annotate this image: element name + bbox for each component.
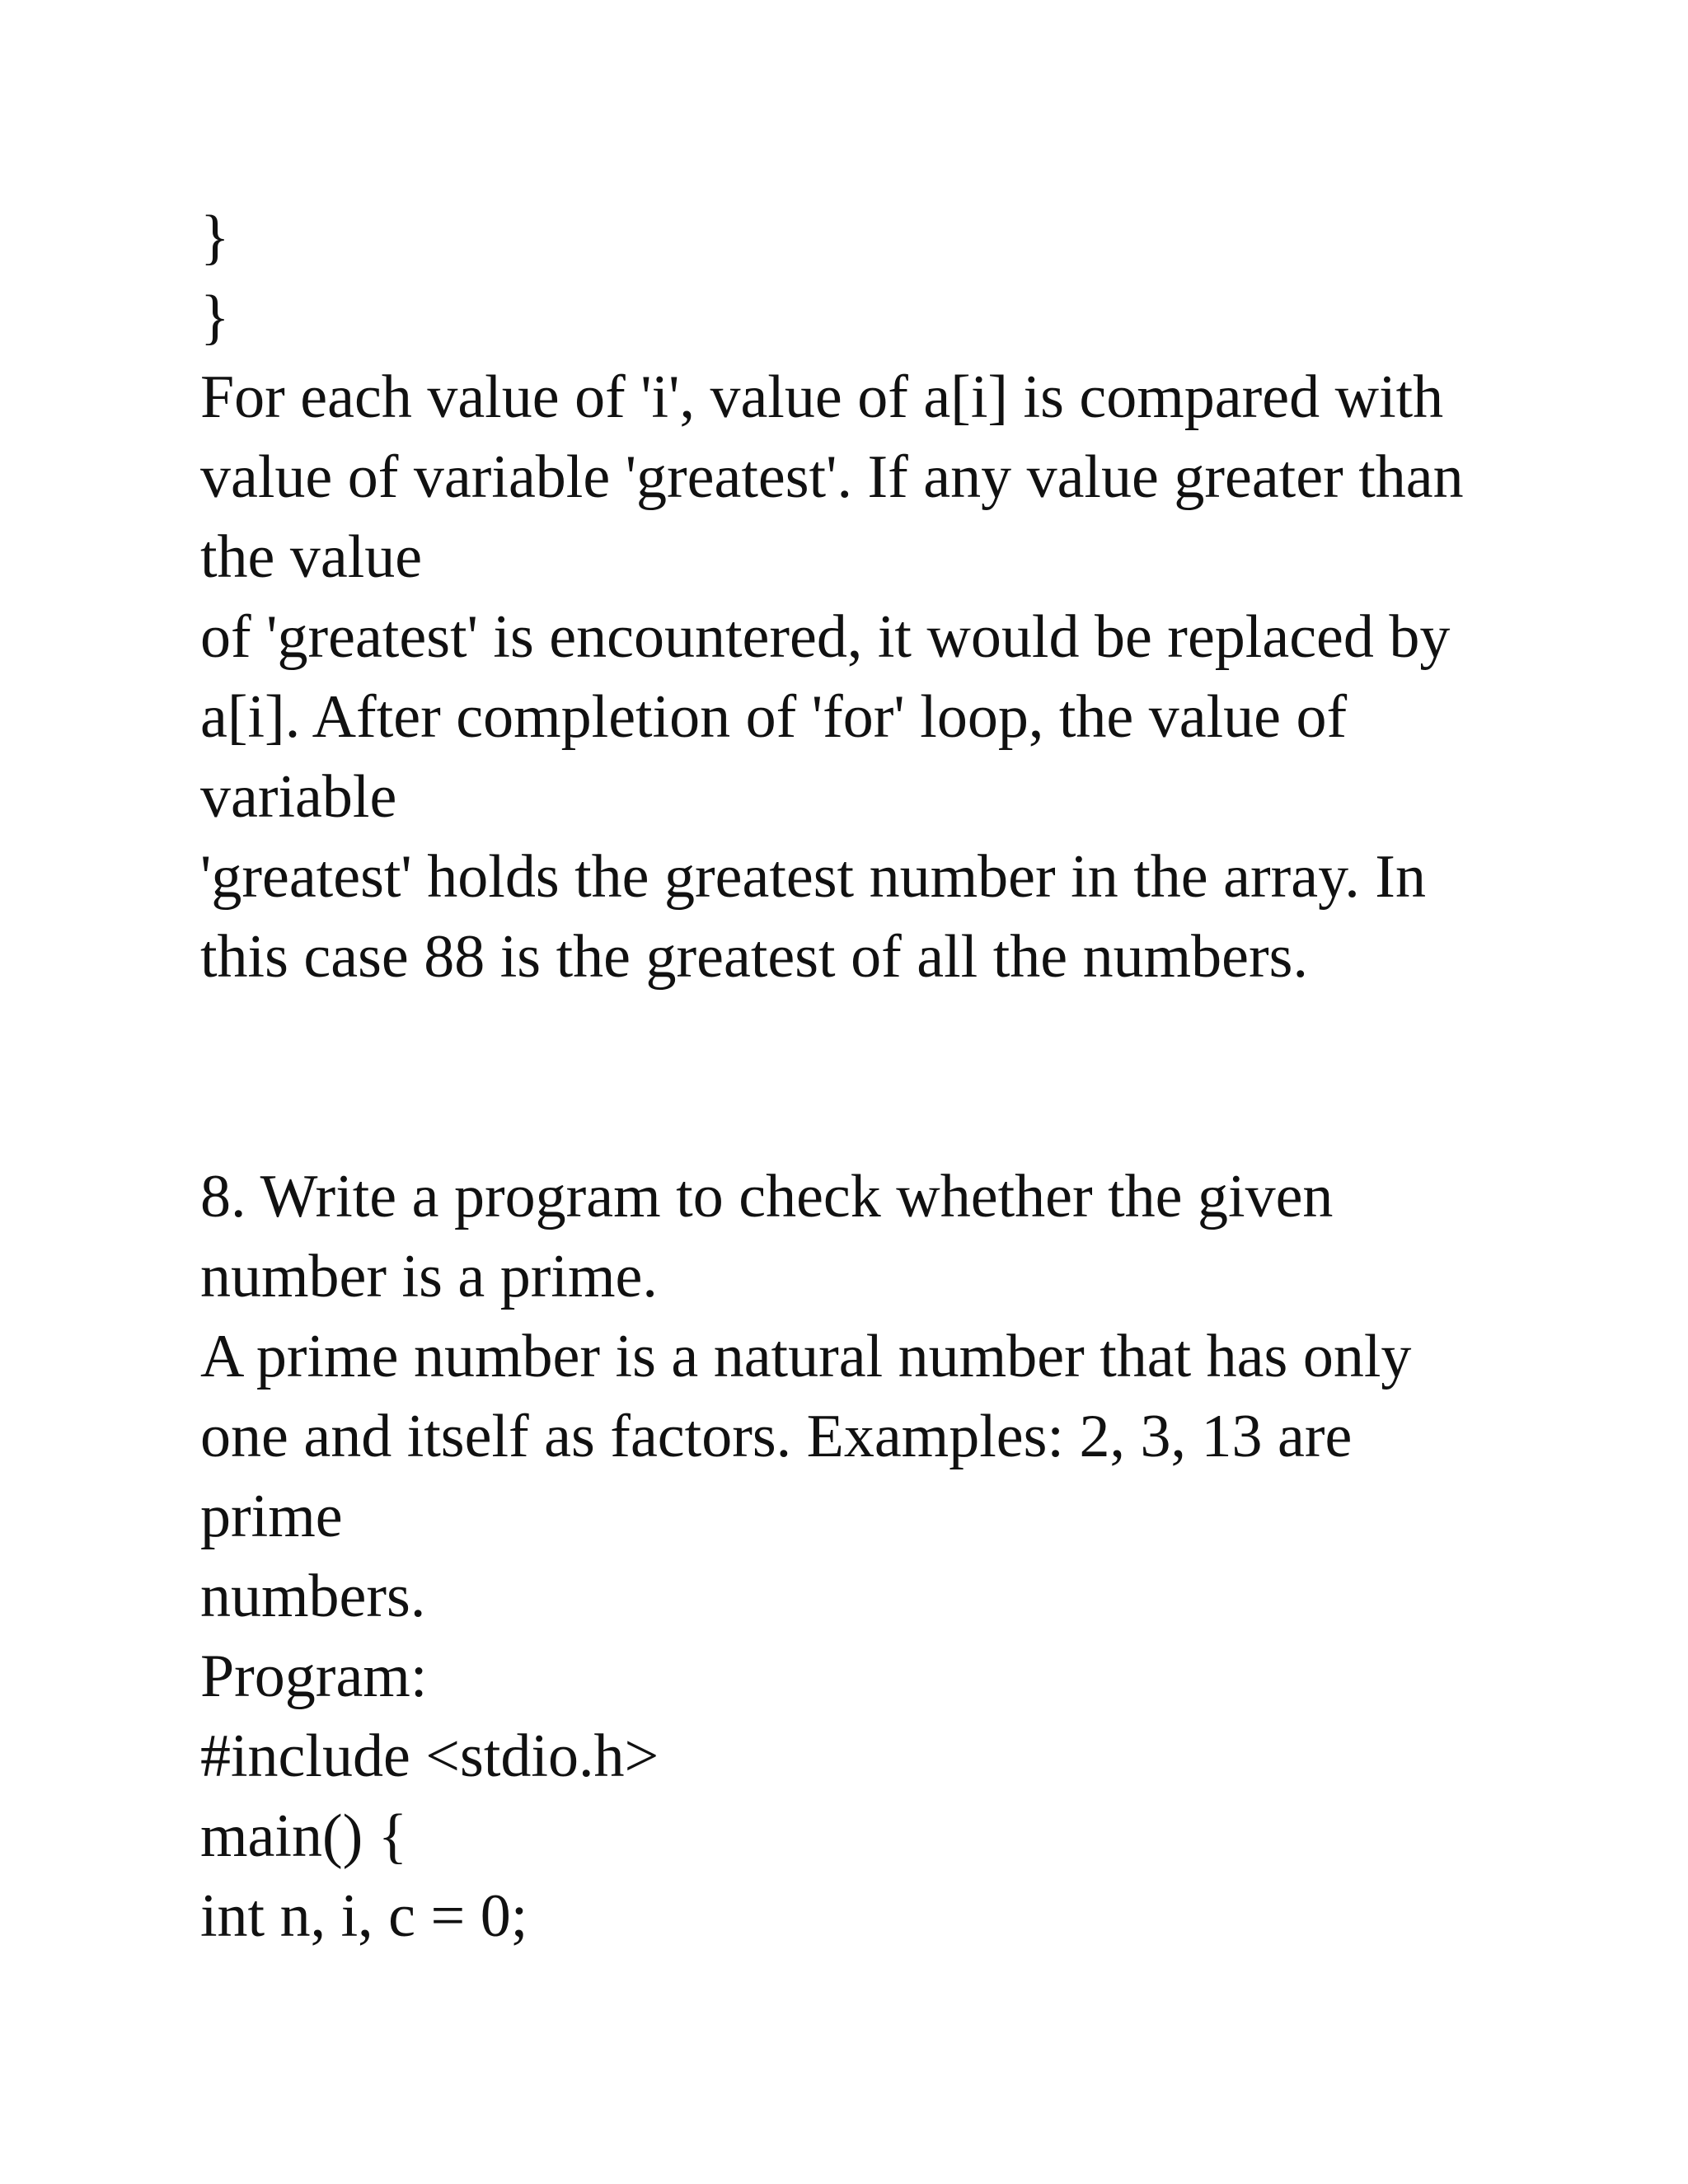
explanation-line: a[i]. After completion of 'for' loop, the value of (200, 683, 1348, 751)
closing-brace-line: } (200, 284, 230, 351)
explanation-line: value of variable 'greatest'. If any value greater than (200, 443, 1464, 511)
definition-line: one and itself as factors. Examples: 2, 3, 13 are (200, 1403, 1353, 1470)
explanation-line: the value (200, 523, 423, 591)
explanation-line: this case 88 is the greatest of all the numbers. (200, 923, 1308, 991)
question-heading-line: 8. Write a program to check whether the given (200, 1163, 1334, 1230)
definition-line: numbers. (200, 1563, 426, 1630)
code-line: int n, i, c = 0; (200, 1882, 528, 1950)
explanation-line: variable (200, 763, 397, 831)
program-label: Program: (200, 1643, 428, 1710)
explanation-line: of 'greatest' is encountered, it would be replaced by (200, 603, 1451, 671)
paragraph-gap (200, 997, 1601, 1157)
code-line: main() { (200, 1802, 408, 1870)
definition-line: prime (200, 1483, 343, 1550)
question-heading-line: number is a prime. (200, 1243, 658, 1310)
explanation-line: For each value of 'i', value of a[i] is compared with (200, 363, 1444, 431)
explanation-line: 'greatest' holds the greatest number in the array. In (200, 843, 1426, 911)
code-line: #include <stdio.h> (200, 1722, 659, 1790)
document-text (200, 198, 1601, 1957)
closing-brace-line: } (200, 204, 230, 271)
definition-line: A prime number is a natural number that has only (200, 1323, 1412, 1390)
